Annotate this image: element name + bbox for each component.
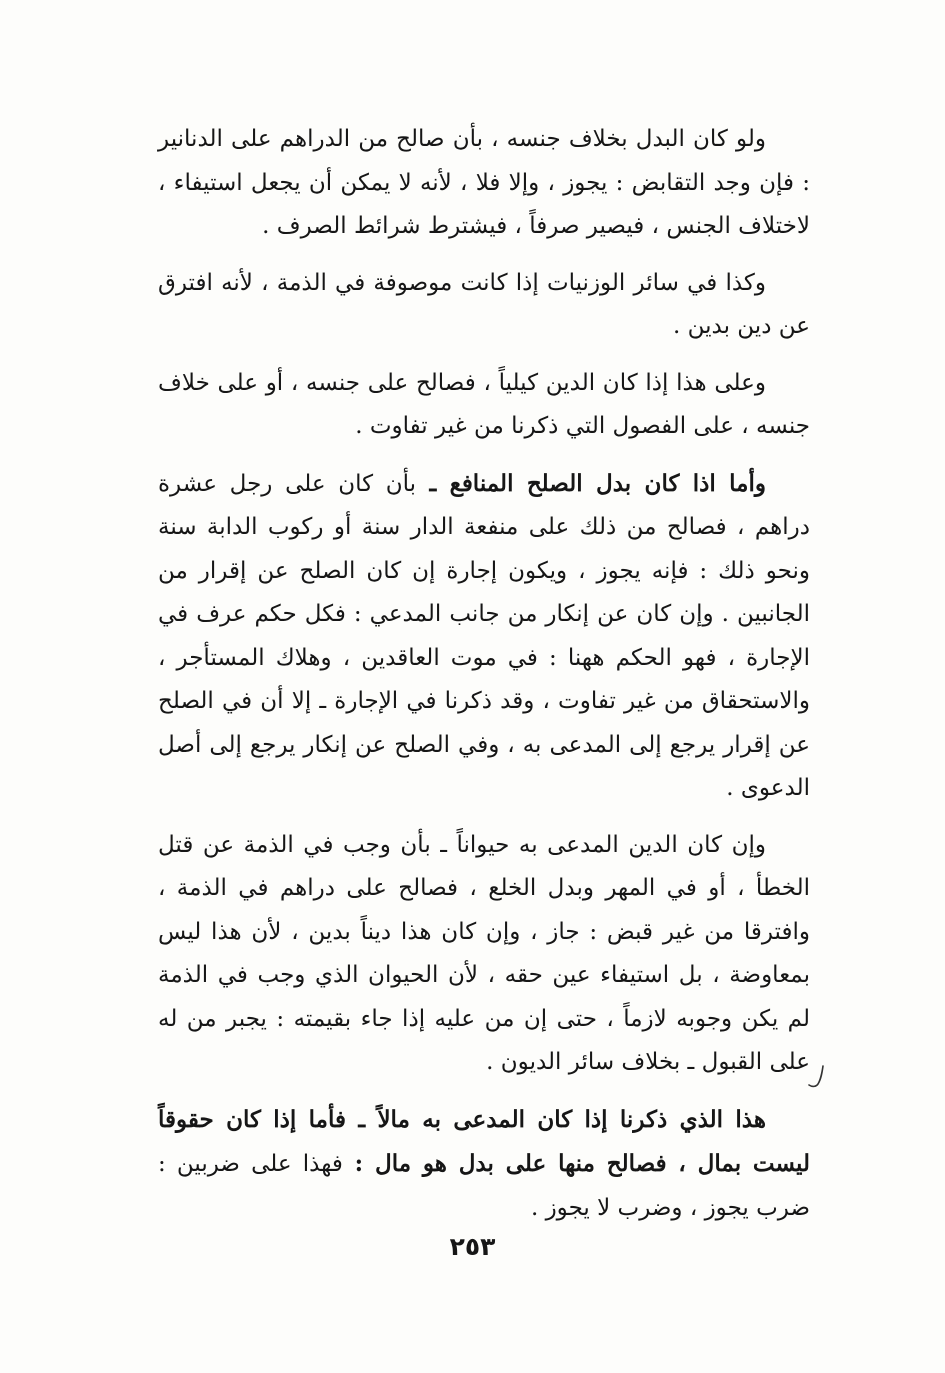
page-text	[158, 118, 810, 1243]
paragraph-text: وإن كان الدين المدعى به حيواناً ـ بأن وجب في الذمة عن قتل الخطأ ، أو في المهر وبدل الخلع ، فصالح على دراهم في الذمة ، وافترقا من غير قبض : جاز ، وإن كان هذا ديناً بدين ، لأن هذا ليس بمعاوضة ، بل استيفاء عين حقه ، لأن الحيوان الذي وجب في الذمة لم يكن وجوبه لازماً ، حتى إن من عليه إذا جاء بقيمته : يجبر من له على القبول ـ بخلاف سائر الديون .	[158, 831, 810, 1075]
section-heading: وأما اذا كان بدل الصلح المنافع ـ	[416, 469, 766, 497]
paragraph-3	[158, 362, 810, 449]
paragraph-6	[158, 1098, 810, 1231]
paragraph-text: وعلى هذا إذا كان الدين كيلياً ، فصالح على جنسه ، أو على خلاف جنسه ، على الفصول التي ذكرنا من غير تفاوت .	[158, 369, 810, 439]
section-heading: هذا الذي ذكرنا إذا كان المدعى به مالاً ـ فأما إذا كان حقوقاً ليست بمال ، فصالح منها على بدل هو مال :	[158, 1105, 810, 1177]
paragraph-text: وكذا في سائر الوزنيات إذا كانت موصوفة في الذمة ، لأنه افترق عن دين بدين .	[158, 269, 810, 339]
paragraph-5	[158, 824, 810, 1085]
paragraph-4	[158, 462, 810, 811]
handwritten-mark-icon	[806, 1064, 828, 1090]
paragraph-text: فهذا على ضربين : ضرب يجوز ، وضرب لا يجوز .	[158, 1151, 810, 1221]
paragraph-text: ولو كان البدل بخلاف جنسه ، بأن صالح من الدراهم على الدنانير : فإن وجد التقابض : يجوز ، وإلا فلا ، لأنه لا يمكن أن يجعل استيفاء ، لاختلاف الجنس ، فيصير صرفاً ، فيشترط شرائط الصرف .	[158, 126, 810, 239]
paragraph-text: بأن كان على رجل عشرة دراهم ، فصالح من ذلك على منفعة الدار سنة أو ركوب الدابة سنة ونحو ذلك : فإنه يجوز ، ويكون إجارة إن كان الصلح عن إقرار من الجانبين . وإن كان عن إنكار من جانب المدعي : فكل حكم عرف في الإجارة ، فهو الحكم ههنا : في موت العاقدين ، وهلاك المستأجر ، والاستحقاق من غير تفاوت ، وقد ذكرنا في الإجارة ـ إلا أن في الصلح عن إقرار يرجع إلى المدعى به ، وفي الصلح عن إنكار يرجع إلى أصل الدعوى .	[158, 470, 810, 801]
paragraph-1	[158, 118, 810, 249]
paragraph-2	[158, 262, 810, 349]
page-number: ٢٥٣	[449, 1232, 496, 1261]
